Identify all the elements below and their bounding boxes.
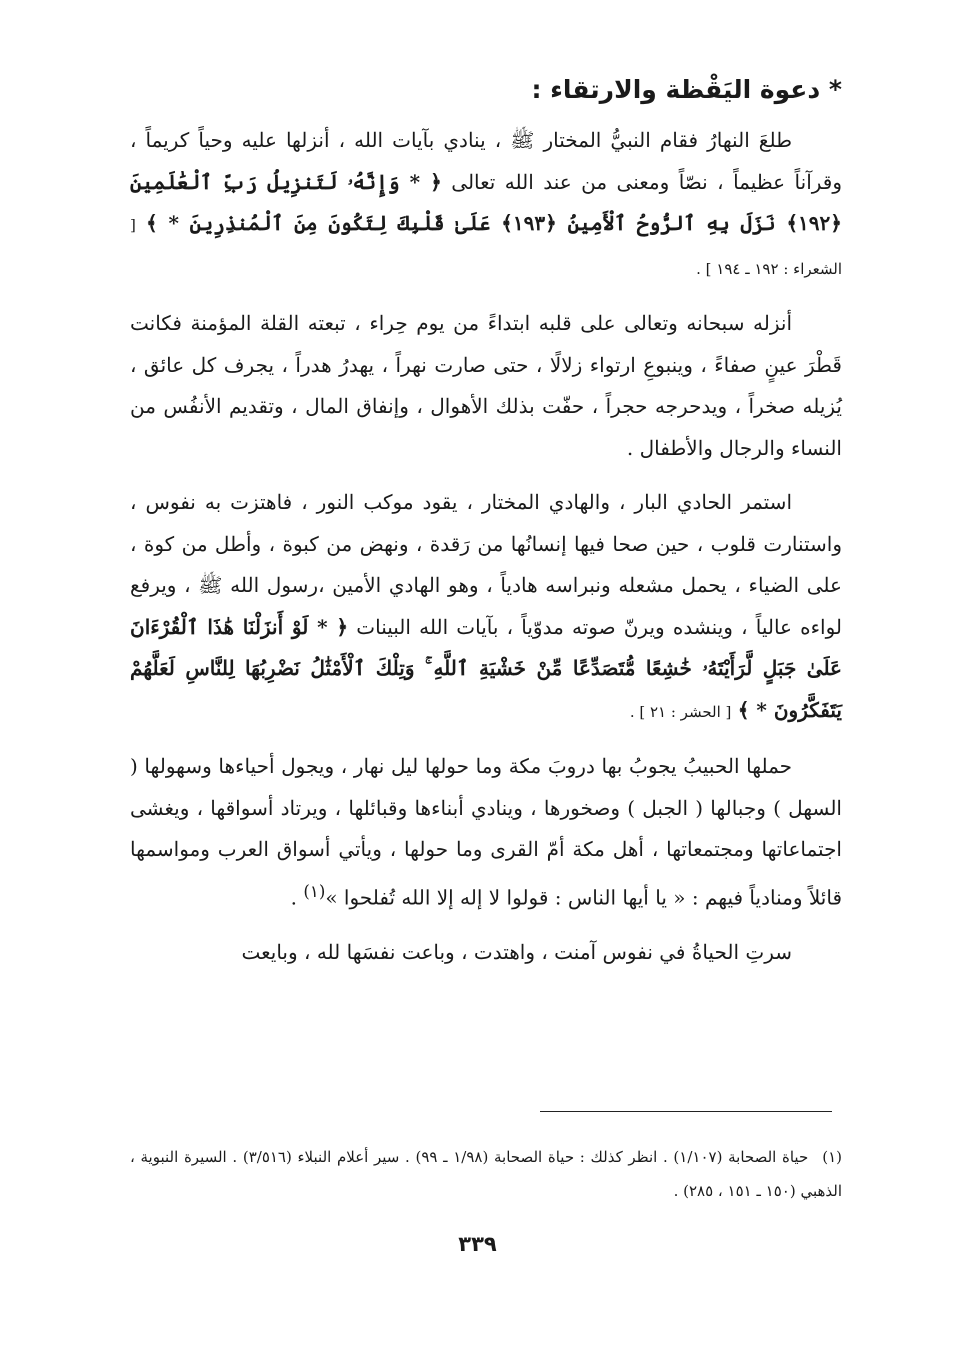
footnote-number: (١) [822, 1148, 843, 1166]
paragraph-1-text: طلعَ النهارُ فقام النبيُّ المختار ﷺ ، ينادي بآيات الله ، أنزلها عليه وحياً كريماً ، وقرآناً عظيماً ، نصّاً ومعنى من عند الله تعالى [130, 128, 843, 194]
verse-reference-1: [ الشعراء : ١٩٢ ـ ١٩٤ ] . [130, 216, 842, 278]
quran-verse-1: ﴿ * وَإِنَّهُۥ لَتَنزِيلُ رَبِّ ٱلْعَٰلَمِينَ ﴿١٩٢﴾ نَزَلَ بِهِ ٱلرُّوحُ ٱلْأَمِينُ ﴿١٩٣﴾ عَلَىٰ قَلْبِكَ لِتَكُونَ مِنَ ٱلْمُنذِرِينَ * ﴾ [130, 169, 842, 235]
paragraph-4-text: حملها الحبيبُ يجوبُ بها دروبَ مكة وما حولها ليل نهار ، ويجول أحياءها وسهولها ( السهل ) وجبالها ( الجبل ) وصخورها ، وينادي أبناءها وقبائلها ، ويرتاد أسواقها ، ويغشى اجتماعاتها ومجتمعاتها ، أهل مكة أمّ القرى وما حولها ، ويأتي أسواق العرب ومواسمها قائلاً ومنادياً فيهم : [130, 754, 842, 910]
footnote [130, 1140, 842, 1208]
hadith-quote: « يا أيها الناس : قولوا لا إله إلا الله تُفلحوا » [325, 885, 686, 910]
quran-verse-2: ﴿ * لَوْ أَنزَلْنَا هَٰذَا ٱلْقُرْءَانَ عَلَىٰ جَبَلٍ لَّرَأَيْتَهُۥ خَٰشِعًا مُّتَصَدِّعًا مِّنْ خَشْيَةِ ٱللَّهِ ۚ وَتِلْكَ ٱلْأَمْثَٰلُ نَضْرِبُهَا لِلنَّاسِ لَعَلَّهُمْ يَتَفَكَّرُونَ * ﴾ [130, 614, 842, 722]
paragraph-5: سرتِ الحياةُ في نفوس آمنت ، واهتدت ، وباعت نفسَها لله ، وبايعت [241, 939, 792, 964]
verse-reference-2: [ الحشر : ٢١ ] . [629, 702, 732, 721]
page-number: ٣٣٩ [458, 1232, 497, 1256]
paragraph-2: أنزله سبحانه وتعالى على قلبه ابتداءً من يوم حِراء ، تبعته القلة المؤمنة فكانت قَطْرَ عينٍ صفاءً ، وينبوعِ ارتواء زلالًا ، حتى صارت نهراً ، يهدرُ هدراً ، يجرف كل عائق ، يُزيله صخراً ، ويدحرجه حجراً ، حفّت بذلك الأهوال ، وإنفاق المال ، وتقديم الأنفُس من النساء والرجال والأطفال . [130, 311, 842, 460]
footnote-text: حياة الصحابة (١/١٠٧) . انظر كذلك : حياة الصحابة (١/٩٨ ـ ٩٩) . سير أعلام النبلاء (٣/٥١٦) . السيرة النبوية ، الذهبي (١٥٠ ـ ١٥١ ، ٢٨٥) . [130, 1148, 842, 1200]
footnote-marker[interactable]: (١) [303, 881, 326, 901]
paragraph-4 [130, 746, 842, 919]
footnote-divider [540, 1111, 832, 1112]
paragraph-3-text: استمر الحادي البار ، والهادي المختار ، يقود موكب النور ، فاهتزت به نفوس ، واستنارت قلوب ، حين صحا فيها إنسانُها من رَقدة ، ونهض من كبوة ، وأطل من كوة ، على الضياء ، يحمل مشعله ونبراسه هادياً ، وهو الهادي الأمين ،رسول الله ﷺ ، ويرفع لواءه عالياً ، وينشده ويرنّ صوته مدوّياً ، بآيات الله البينات [130, 490, 843, 639]
page-body [130, 70, 842, 986]
paragraph-1 [130, 120, 842, 290]
section-heading: * دعوة اليَقْظة والارتقاء : [531, 75, 842, 104]
paragraph-3 [130, 482, 842, 733]
paragraph-4-end: . [290, 885, 304, 910]
